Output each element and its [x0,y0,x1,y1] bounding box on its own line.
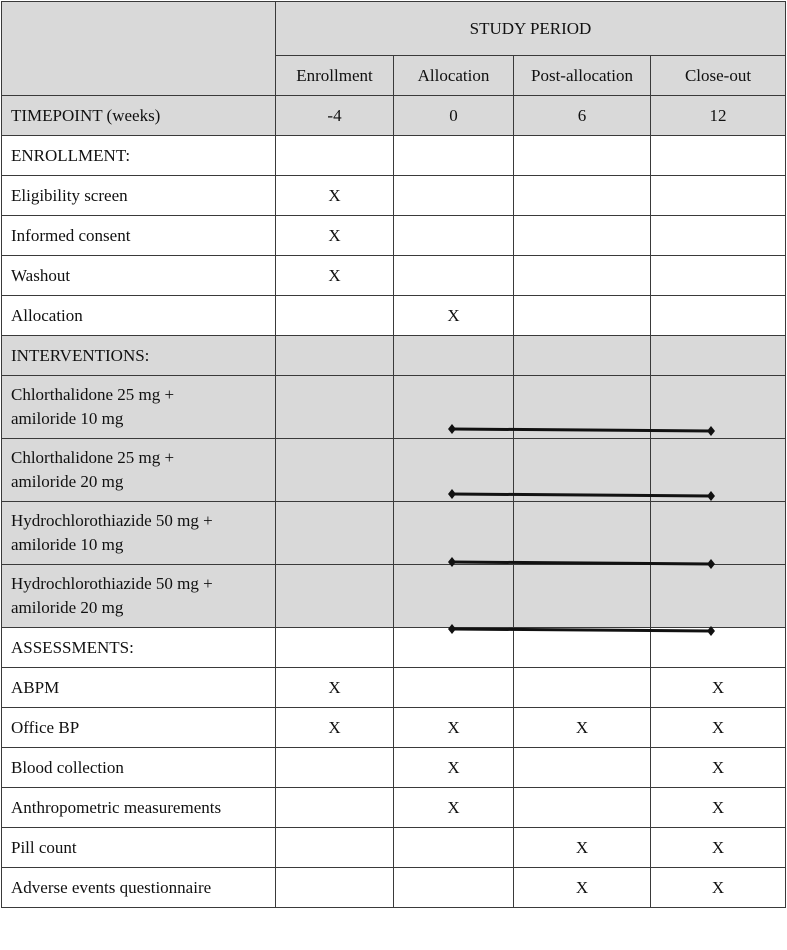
intervention-label [2,502,276,565]
table-row [2,748,786,788]
mark-cell [514,216,651,256]
timepoint-value: 12 [651,96,786,136]
enrollment-section-row [2,136,786,176]
timepoint-value: 6 [514,96,651,136]
mark-cell [514,748,651,788]
mark-cell: X [651,748,786,788]
mark-cell [651,216,786,256]
mark-cell: X [394,748,514,788]
mark-cell: X [276,668,394,708]
table-row [2,708,786,748]
assessments-section-label: ASSESSMENTS: [2,628,276,668]
mark-cell [394,668,514,708]
mark-cell [514,296,651,336]
mark-cell [394,828,514,868]
table-row [2,868,786,908]
table-row [2,216,786,256]
mark-cell: X [514,868,651,908]
row-label: Anthropometric measurements [2,788,276,828]
intervention-label-line1: Hydrochlorothiazide 50 mg + [11,511,213,530]
intervention-row [2,376,786,439]
enrollment-section-label: ENROLLMENT: [2,136,276,176]
mark-cell [276,788,394,828]
row-label: ABPM [2,668,276,708]
table-row [2,296,786,336]
intervention-row [2,565,786,628]
table-row [2,828,786,868]
intervention-label [2,565,276,628]
row-label: Washout [2,256,276,296]
mark-cell [394,176,514,216]
mark-cell: X [394,296,514,336]
mark-cell [651,256,786,296]
timepoint-label: TIMEPOINT (weeks) [2,96,276,136]
mark-cell: X [651,868,786,908]
row-label: Allocation [2,296,276,336]
intervention-label-line2: amiloride 20 mg [11,472,124,491]
assessments-section-row [2,628,786,668]
mark-cell: X [651,828,786,868]
phase-allocation: Allocation [394,56,514,96]
intervention-label-line2: amiloride 10 mg [11,535,124,554]
mark-cell [276,748,394,788]
study-period-header: STUDY PERIOD [276,2,786,56]
mark-cell: X [514,708,651,748]
interventions-section-row [2,336,786,376]
mark-cell [651,176,786,216]
mark-cell [514,176,651,216]
mark-cell [394,256,514,296]
mark-cell [276,296,394,336]
intervention-label-line1: Chlorthalidone 25 mg + [11,385,175,404]
mark-cell: X [651,668,786,708]
row-label: Eligibility screen [2,176,276,216]
intervention-label-line2: amiloride 10 mg [11,409,124,428]
intervention-label-line1: Chlorthalidone 25 mg + [11,448,175,467]
table-row [2,668,786,708]
phase-post-allocation: Post-allocation [514,56,651,96]
intervention-label-line1: Hydrochlorothiazide 50 mg + [11,574,213,593]
header-corner-cell [2,2,276,96]
study-schedule-table [1,1,786,908]
intervention-row [2,502,786,565]
mark-cell: X [651,708,786,748]
interventions-section-label: INTERVENTIONS: [2,336,276,376]
mark-cell [514,256,651,296]
timepoint-value: -4 [276,96,394,136]
study-period-row [2,2,786,56]
mark-cell [514,788,651,828]
row-label: Informed consent [2,216,276,256]
mark-cell [276,868,394,908]
timepoint-value: 0 [394,96,514,136]
mark-cell [276,828,394,868]
mark-cell [394,868,514,908]
mark-cell: X [276,216,394,256]
mark-cell: X [276,176,394,216]
row-label: Blood collection [2,748,276,788]
mark-cell [394,216,514,256]
row-label: Adverse events questionnaire [2,868,276,908]
row-label: Office BP [2,708,276,748]
mark-cell: X [276,256,394,296]
table-row [2,256,786,296]
table-row [2,176,786,216]
row-label: Pill count [2,828,276,868]
mark-cell: X [394,708,514,748]
intervention-label [2,376,276,439]
table-row [2,788,786,828]
mark-cell: X [514,828,651,868]
mark-cell [514,668,651,708]
mark-cell: X [276,708,394,748]
phase-enrollment: Enrollment [276,56,394,96]
mark-cell: X [651,788,786,828]
timepoint-row [2,96,786,136]
mark-cell [651,296,786,336]
phase-close-out: Close-out [651,56,786,96]
intervention-label [2,439,276,502]
intervention-row [2,439,786,502]
intervention-label-line2: amiloride 20 mg [11,598,124,617]
mark-cell: X [394,788,514,828]
